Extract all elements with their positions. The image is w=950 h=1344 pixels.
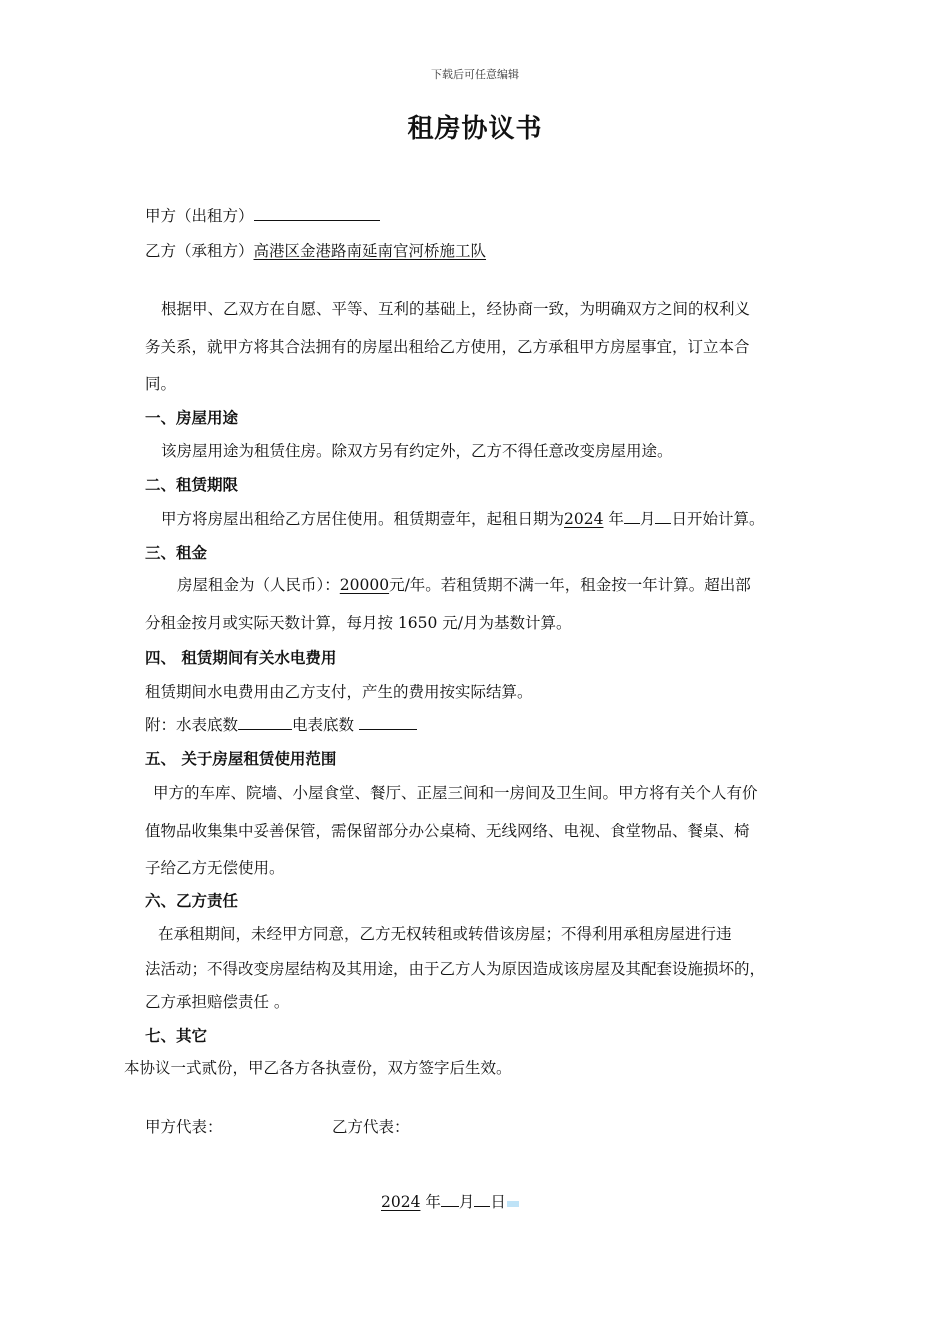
section-6-line-3: 乙方承担赔偿责任 。 (145, 993, 290, 1011)
signing-day-blank (474, 1191, 490, 1207)
section-3-text-b: 元/年。若租赁期不满一年，租金按一年计算。超出部 (389, 576, 751, 594)
section-5-line-3: 子给乙方无偿使用。 (145, 859, 285, 877)
signing-year-suffix: 年 (425, 1193, 441, 1211)
section-6-line-1: 在承租期间，未经甲方同意，乙方无权转租或转借该房屋；不得利用承租房屋进行违 (158, 925, 732, 943)
electric-meter-blank (359, 714, 417, 730)
section-3-text-a: 房屋租金为（人民币）： (177, 576, 340, 594)
intro-line-3: 同。 (145, 375, 177, 393)
section-7-heading: 七、其它 (145, 1026, 208, 1045)
party-a-signature: 甲方代表： (145, 1118, 223, 1136)
signing-month-blank (441, 1191, 459, 1207)
party-b-signature: 乙方代表： (332, 1118, 410, 1136)
section-4-text: 租赁期间水电费用由乙方支付，产生的费用按实际结算。 (145, 683, 533, 701)
signing-year: 2024 (381, 1193, 421, 1211)
water-meter-blank (238, 714, 292, 730)
section-2-year: 2024 (564, 510, 604, 528)
section-2-heading: 二、租赁期限 (145, 475, 239, 494)
section-7-text: 本协议一式贰份，甲乙各方各执壹份，双方签字后生效。 (124, 1059, 512, 1077)
section-2-text-a: 甲方将房屋出租给乙方居住使用。租赁期壹年，起租日期为 (161, 510, 565, 528)
text-cursor-marker (507, 1201, 519, 1207)
meter-line (145, 713, 417, 735)
section-2-day-suffix: 日开始计算。 (671, 510, 765, 528)
signing-month-suffix: 月 (458, 1193, 475, 1211)
electric-meter-label: 电表底数 (292, 716, 355, 734)
section-4-heading: 四、 租赁期间有关水电费用 (145, 648, 337, 667)
party-a-label: 甲方（出租方） (145, 207, 254, 225)
header-note: 下载后可任意编辑 (431, 68, 519, 81)
section-6-line-2: 法活动；不得改变房屋结构及其用途，由于乙方人为原因造成该房屋及其配套设施损坏的， (145, 960, 766, 978)
party-b-label: 乙方（承租方） (145, 242, 254, 260)
water-meter-label: 附：水表底数 (145, 716, 239, 734)
intro-line-1: 根据甲、乙双方在自愿、平等、互利的基础上，经协商一致，为明确双方之间的权利义 (161, 300, 751, 318)
section-1-heading: 一、房屋用途 (145, 408, 239, 427)
section-6-heading: 六、乙方责任 (145, 891, 239, 910)
section-2-year-suffix: 年 (608, 510, 624, 528)
section-3-heading: 三、租金 (145, 543, 208, 562)
section-5-line-1: 甲方的车库、院墙、小屋食堂、餐厅、正屋三间和一房间及卫生间。甲方将有关个人有价 (153, 784, 758, 802)
party-b-name: 高港区金港路南延南官河桥施工队 (253, 242, 487, 260)
section-1-text: 该房屋用途为租赁住房。除双方另有约定外，乙方不得任意改变房屋用途。 (161, 442, 673, 460)
section-3-line-1 (177, 573, 751, 595)
signing-day-suffix: 日 (490, 1193, 506, 1211)
section-2-day-blank (655, 508, 671, 524)
party-b-line (145, 239, 486, 261)
section-5-line-2: 值物品收集集中妥善保管，需保留部分办公桌椅、无线网络、电视、食堂物品、餐桌、椅 (145, 822, 750, 840)
section-2-month-suffix: 月 (639, 510, 656, 528)
section-2-month-blank (624, 508, 640, 524)
rent-amount: 20000 (339, 576, 390, 594)
document-title: 租房协议书 (407, 114, 543, 144)
section-5-heading: 五、 关于房屋租赁使用范围 (145, 749, 337, 768)
intro-line-2: 务关系，就甲方将其合法拥有的房屋出租给乙方使用，乙方承租甲方房屋事宜，订立本合 (145, 338, 750, 356)
section-3-line-2: 分租金按月或实际天数计算，每月按 1650 元/月为基数计算。 (145, 614, 572, 632)
party-a-blank (254, 205, 380, 221)
party-a-line (145, 204, 380, 226)
signing-date (381, 1190, 519, 1212)
section-2-text (161, 507, 764, 529)
